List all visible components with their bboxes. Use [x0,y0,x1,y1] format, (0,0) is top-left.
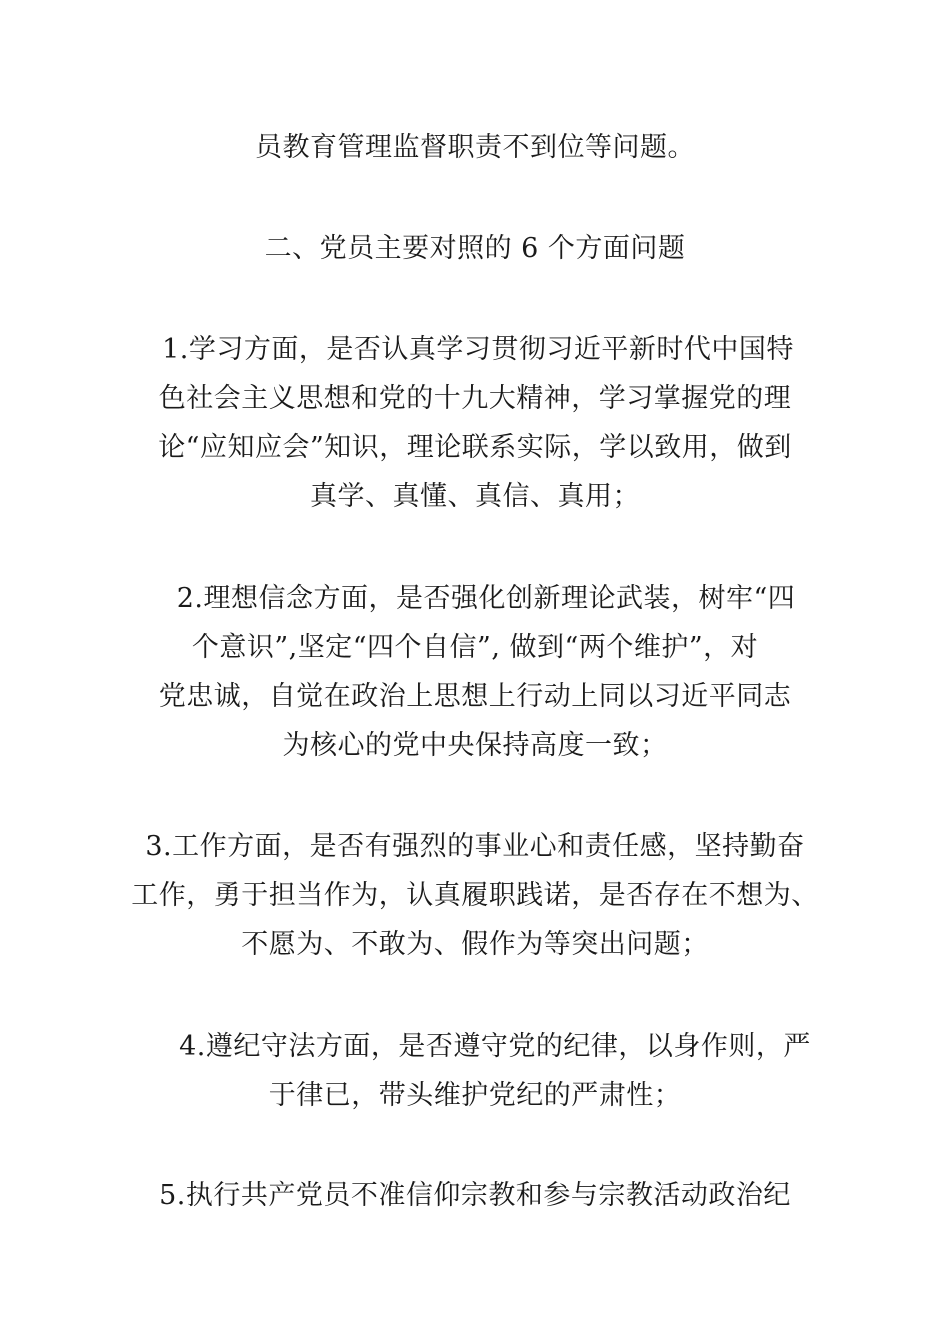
item-4-line-1: 4.遵纪守法方面，是否遵守党的纪律，以身作则，严 [179,1031,811,1062]
text-line-1: 员教育管理监督职责不到位等问题。 [255,132,695,163]
item-2-line-3: 党忠诚，自觉在政治上思想上行动上同以习近平同志 [158,681,792,712]
item-2-line-4: 为核心的党中央保持高度一致； [282,730,668,761]
item-1-line-4: 真学、真懂、真信、真用； [310,481,640,512]
item-1-line-2: 色社会主义思想和党的十九大精神，学习掌握党的理 [158,383,792,414]
item-2-line-1: 2.理想信念方面，是否强化创新理论武装，树牢“四 [176,583,796,614]
item-2-line-2: 个意识”,坚定“四个自信”, 做到“两个维护”，对 [191,632,759,663]
item-3-line-1: 3.工作方面，是否有强烈的事业心和责任感，坚持勤奋 [145,831,805,862]
item-3-line-2: 工作，勇于担当作为，认真履职践诺，是否存在不想为、 [131,880,819,911]
item-3-line-3: 不愿为、不敢为、假作为等突出问题； [241,929,709,960]
item-1-line-1: 1.学习方面，是否认真学习贯彻习近平新时代中国特 [162,334,794,365]
item-4-line-2: 于律已，带头维护党纪的严肃性； [268,1080,682,1111]
item-1-line-3: 论“应知应会”知识，理论联系实际，学以致用，做到 [158,432,792,463]
section-heading: 二、党员主要对照的 6 个方面问题 [264,233,686,264]
item-5-line-1: 5.执行共产党员不准信仰宗教和参与宗教活动政治纪 [159,1180,791,1211]
